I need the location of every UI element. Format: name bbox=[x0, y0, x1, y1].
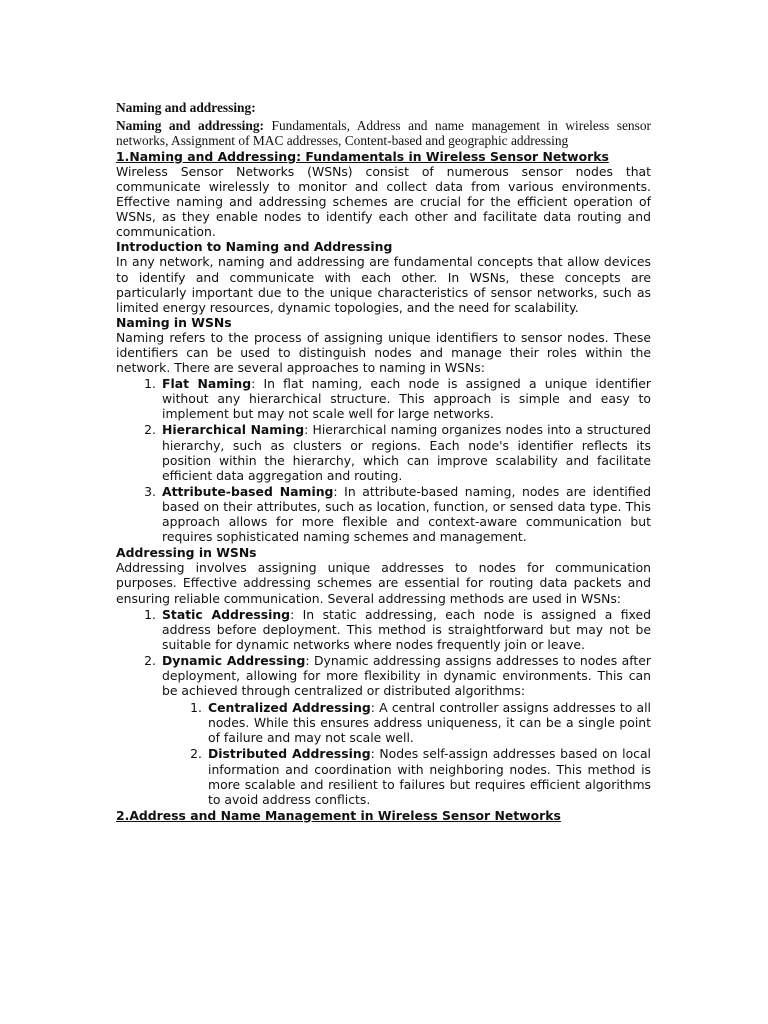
naming-heading: Naming in WSNs bbox=[116, 314, 232, 330]
dynamic-addressing-sublist bbox=[162, 700, 651, 807]
topics-summary-label: Naming and addressing: bbox=[116, 117, 264, 133]
list-item bbox=[116, 484, 651, 544]
section-1-paragraph: Wireless Sensor Networks (WSNs) consist of numerous sensor nodes that communicate wirelessly to monitor and collect data from various environments. Effective naming and addressing schemes are crucial for the efficient operation of WSNs, as they enable nodes to identify each other and facilitate data routing and communication. bbox=[116, 163, 651, 240]
list-term: Centralized Addressing bbox=[208, 700, 371, 716]
list-item bbox=[162, 746, 651, 806]
list-number: 1. bbox=[190, 700, 202, 716]
document-title: Naming and addressing: bbox=[116, 100, 256, 115]
document-page bbox=[116, 100, 651, 823]
list-term: Flat Naming bbox=[162, 376, 252, 392]
list-item bbox=[162, 700, 651, 745]
list-text: : In attribute-based naming, nodes are identified based on their attributes, such as location, function, or sensed data type. This approach allows for more flexible and context-aware communication but requires sophisticated naming schemes and management. bbox=[162, 483, 651, 545]
section-2-heading: 2.Address and Name Management in Wireless Sensor Networks bbox=[116, 807, 561, 823]
list-term: Attribute-based Naming bbox=[162, 483, 334, 499]
list-text: : Dynamic addressing assigns addresses to nodes after deployment, allowing for more flexibility in dynamic environments. This can be achieved through centralized or distributed algorithms: bbox=[162, 652, 651, 699]
addressing-list bbox=[116, 607, 651, 807]
naming-list bbox=[116, 376, 651, 544]
list-text: : Hierarchical naming organizes nodes into a structured hierarchy, such as clusters or regions. Each node's identifier reflects its position within the hierarchy, which can improve scalability and facilitate efficient data aggregation and routing. bbox=[162, 422, 651, 483]
list-text: : Nodes self-assign addresses based on local information and coordination with neighboring nodes. This method is more scalable and resilient to failures but requires efficient algorithms to avoid address conflicts. bbox=[208, 746, 652, 807]
list-item bbox=[116, 653, 651, 807]
list-term: Static Addressing bbox=[162, 606, 291, 622]
list-number: 1. bbox=[144, 376, 156, 392]
intro-paragraph: In any network, naming and addressing are fundamental concepts that allow devices to identify and communicate with each other. In WSNs, these concepts are particularly important due to the unique characteristics of sensor networks, such as limited energy resources, dynamic topologies, and the need for scalability. bbox=[116, 254, 651, 315]
list-term: Dynamic Addressing bbox=[162, 652, 306, 668]
topics-summary bbox=[116, 118, 651, 149]
list-text: : A central controller assigns addresses to all nodes. While this ensures address uniqueness, it can be a single point of failure and may not scale well. bbox=[208, 700, 651, 746]
addressing-paragraph: Addressing involves assigning unique addresses to nodes for communication purposes. Effective addressing schemes are essential for routing data packets and ensuring reliable communication. Several addressing methods are used in WSNs: bbox=[116, 560, 651, 606]
topics-summary-text: Fundamentals, Address and name management in wireless sensor networks, Assignment of MAC addresses, Content-based and geographic addressing bbox=[116, 117, 651, 149]
list-term: Hierarchical Naming bbox=[162, 422, 305, 438]
intro-heading: Introduction to Naming and Addressing bbox=[116, 239, 393, 255]
list-text: : In static addressing, each node is assigned a fixed address before deployment. This method is straightforward but may not be suitable for dynamic networks where nodes frequently join or leave. bbox=[162, 606, 651, 652]
list-term: Distributed Addressing bbox=[208, 746, 371, 762]
list-item bbox=[116, 376, 651, 421]
naming-paragraph: Naming refers to the process of assigning unique identifiers to sensor nodes. These identifiers can be used to distinguish nodes and manage their roles within the network. There are several approaches to naming in WSNs: bbox=[116, 329, 651, 376]
list-text: : In flat naming, each node is assigned a unique identifier without any hierarchical structure. This approach is simple and easy to implement but may not scale well for large networks. bbox=[162, 376, 652, 422]
list-number: 2. bbox=[144, 652, 156, 668]
list-number: 1. bbox=[144, 606, 156, 622]
list-number: 2. bbox=[144, 422, 156, 438]
addressing-heading: Addressing in WSNs bbox=[116, 545, 257, 561]
list-item bbox=[116, 422, 651, 482]
list-item bbox=[116, 607, 651, 652]
list-number: 2. bbox=[190, 746, 202, 762]
section-1-heading: 1.Naming and Addressing: Fundamentals in Wireless Sensor Networks bbox=[116, 148, 609, 164]
list-number: 3. bbox=[144, 483, 156, 499]
